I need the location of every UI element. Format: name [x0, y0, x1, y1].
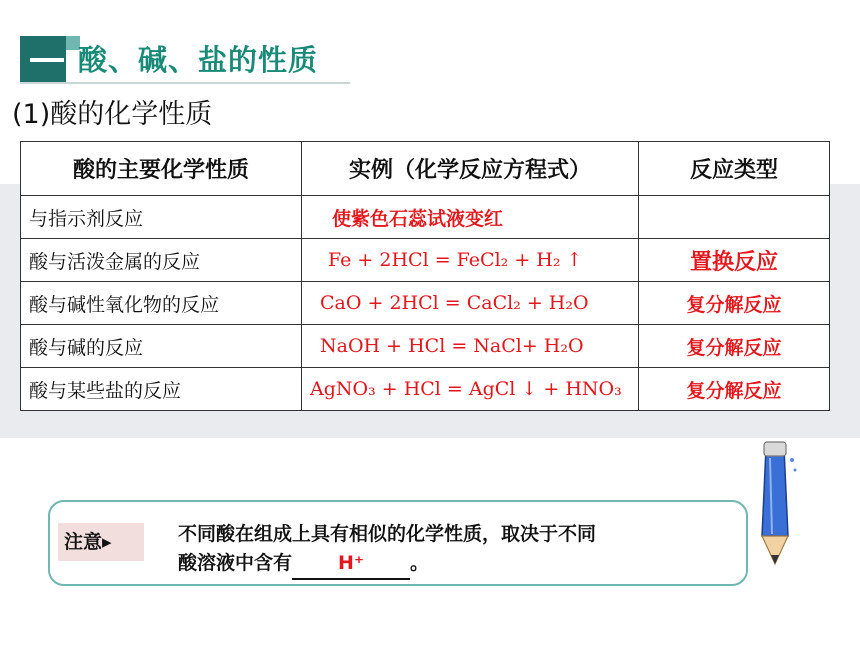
property-cell: 酸与某些盐的反应 — [21, 368, 302, 411]
example-cell: CaO + 2HCl = CaCl₂ + H₂O — [302, 282, 639, 325]
property-cell: 酸与碱的反应 — [21, 325, 302, 368]
note-line-2-suffix: 。 — [410, 552, 430, 574]
reaction-type-cell: 复分解反应 — [639, 282, 830, 325]
column-header: 实例（化学反应方程式） — [302, 142, 639, 196]
note-text — [178, 520, 738, 580]
pencil-icon — [748, 440, 804, 570]
table-row — [21, 282, 830, 325]
column-header: 反应类型 — [639, 142, 830, 196]
table-row — [21, 196, 830, 239]
note-line-2 — [178, 549, 738, 580]
reaction-type-cell: 复分解反应 — [639, 368, 830, 411]
example-cell: AgNO₃ + HCl = AgCl ↓ + HNO₃ — [302, 368, 639, 411]
column-header: 酸的主要化学性质 — [21, 142, 302, 196]
reaction-type-cell — [639, 196, 830, 239]
table-row — [21, 325, 830, 368]
title-marker-icon — [20, 36, 66, 82]
note-label: 注意▸ — [58, 523, 144, 561]
acid-properties-table — [20, 141, 830, 411]
example-cell: NaOH + HCl = NaCl+ H₂O — [302, 325, 639, 368]
page-title: 酸、碱、盐的性质 — [78, 43, 319, 77]
reaction-type-cell: 置换反应 — [639, 239, 830, 282]
note-line-1: 不同酸在组成上具有相似的化学性质，取决于不同 — [178, 523, 597, 545]
property-cell: 酸与碱性氧化物的反应 — [21, 282, 302, 325]
property-cell: 酸与活泼金属的反应 — [21, 239, 302, 282]
reaction-type-cell: 复分解反应 — [639, 325, 830, 368]
note-line-2-prefix: 酸溶液中含有 — [178, 552, 293, 574]
answer-blank: H⁺ — [292, 549, 410, 580]
table-row — [21, 239, 830, 282]
table-row — [21, 368, 830, 411]
property-cell: 与指示剂反应 — [21, 196, 302, 239]
title-underline — [20, 82, 350, 84]
example-cell: Fe + 2HCl = FeCl₂ + H₂ ↑ — [302, 239, 639, 282]
section-subtitle: (1)酸的化学性质 — [12, 99, 213, 130]
example-cell: 使紫色石蕊试液变红 — [302, 196, 639, 239]
table-header-row — [21, 142, 830, 196]
